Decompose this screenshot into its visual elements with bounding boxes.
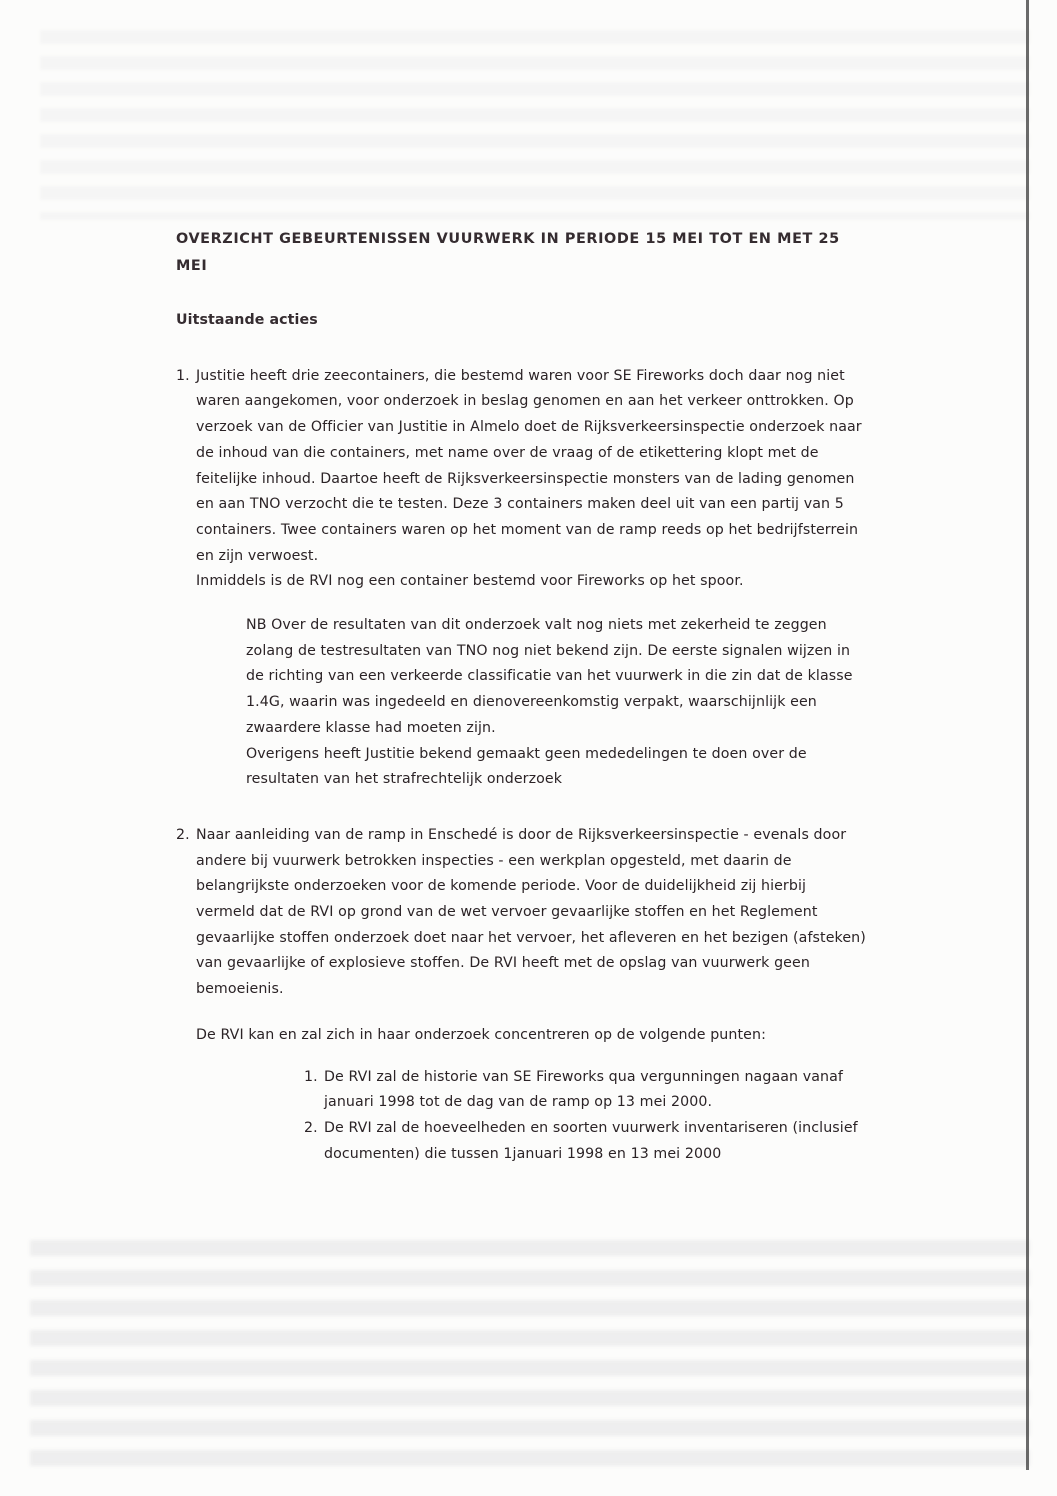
sub-list (304, 1065, 866, 1168)
item-number: 2. (176, 826, 190, 843)
bleed-through-top (40, 30, 1030, 220)
note-paragraph-2: Overigens heeft Justitie bekend gemaakt geen mededelingen te doen over de resultaten van het strafrechtelijk onderzoek (246, 745, 807, 788)
bleed-through-bottom (30, 1240, 1030, 1470)
note-paragraph-1: NB Over de resultaten van dit onderzoek valt nog niets met zekerheid te zeggen zolang de testresultaten van TNO nog niet bekend zijn. De eerste signalen wijzen in de richting van een verkeerde classificatie van het vuurwerk in die zin dat de klasse 1.4G, waarin was ingedeeld en dienovereenkomstig verpakt, waarschijnlijk een zwaardere klasse had moeten zijn. (246, 617, 853, 736)
sub-number: 1. (304, 1068, 318, 1085)
document-body (176, 226, 866, 1167)
sub-text: De RVI zal de hoeveelheden en soorten vuurwerk inventariseren (inclusief documenten) die tussen 1januari 1998 en 13 mei 2000 (324, 1119, 858, 1162)
page-edge-line (1026, 0, 1029, 1470)
item-extra: Inmiddels is de RVI nog een container bestemd voor Fireworks op het spoor. (196, 573, 744, 590)
action-item-2 (176, 823, 866, 1167)
sub-number: 2. (304, 1119, 318, 1136)
item-intro: De RVI kan en zal zich in haar onderzoek concentreren op de volgende punten: (196, 1026, 766, 1043)
item-text: Naar aanleiding van de ramp in Enschedé is door de Rijksverkeersinspectie - evenals door andere bij vuurwerk betrokken inspecties - een werkplan opgesteld, met daarin de belangrijkste onderzoeken voor de komende periode. Voor de duidelijkheid zij hierbij vermeld dat de RVI op grond van de wet vervoer gevaarlijke stoffen en het Reglement gevaarlijke stoffen onderzoek doet naar het vervoer, het afleveren en het bezigen (afsteken) van gevaarlijke of explosieve stoffen. De RVI heeft met de opslag van vuurwerk geen bemoeienis. (196, 826, 866, 998)
item-text: Justitie heeft drie zeecontainers, die bestemd waren voor SE Fireworks doch daar nog niet waren aangekomen, voor onderzoek in beslag genomen en aan het verkeer onttrokken. Op verzoek van de Officier van Justitie in Almelo doet de Rijksverkeersinspectie onderzoek naar de inhoud van die containers, met name over de vraag of de etikettering klopt met de feitelijke inhoud. Daartoe heeft de Rijksverkeersinspectie monsters van de lading genomen en aan TNO verzocht die te testen. Deze 3 containers maken deel uit van een partij van 5 containers. Twee containers waren op het moment van de ramp reeds op het bedrijfsterrein en zijn verwoest. (196, 367, 862, 564)
sub-text: De RVI zal de historie van SE Fireworks qua vergunningen nagaan vanaf januari 1998 tot de dag van de ramp op 13 mei 2000. (324, 1068, 843, 1111)
sub-point-2 (304, 1116, 866, 1167)
note-block (246, 613, 866, 793)
section-heading: Uitstaande acties (176, 312, 318, 328)
item-number: 1. (176, 367, 190, 384)
action-item-1 (176, 364, 866, 793)
sub-point-1 (304, 1065, 866, 1116)
document-title: OVERZICHT GEBEURTENISSEN VUURWERK IN PERIODE 15 MEI TOT EN MET 25 MEI (176, 231, 840, 274)
